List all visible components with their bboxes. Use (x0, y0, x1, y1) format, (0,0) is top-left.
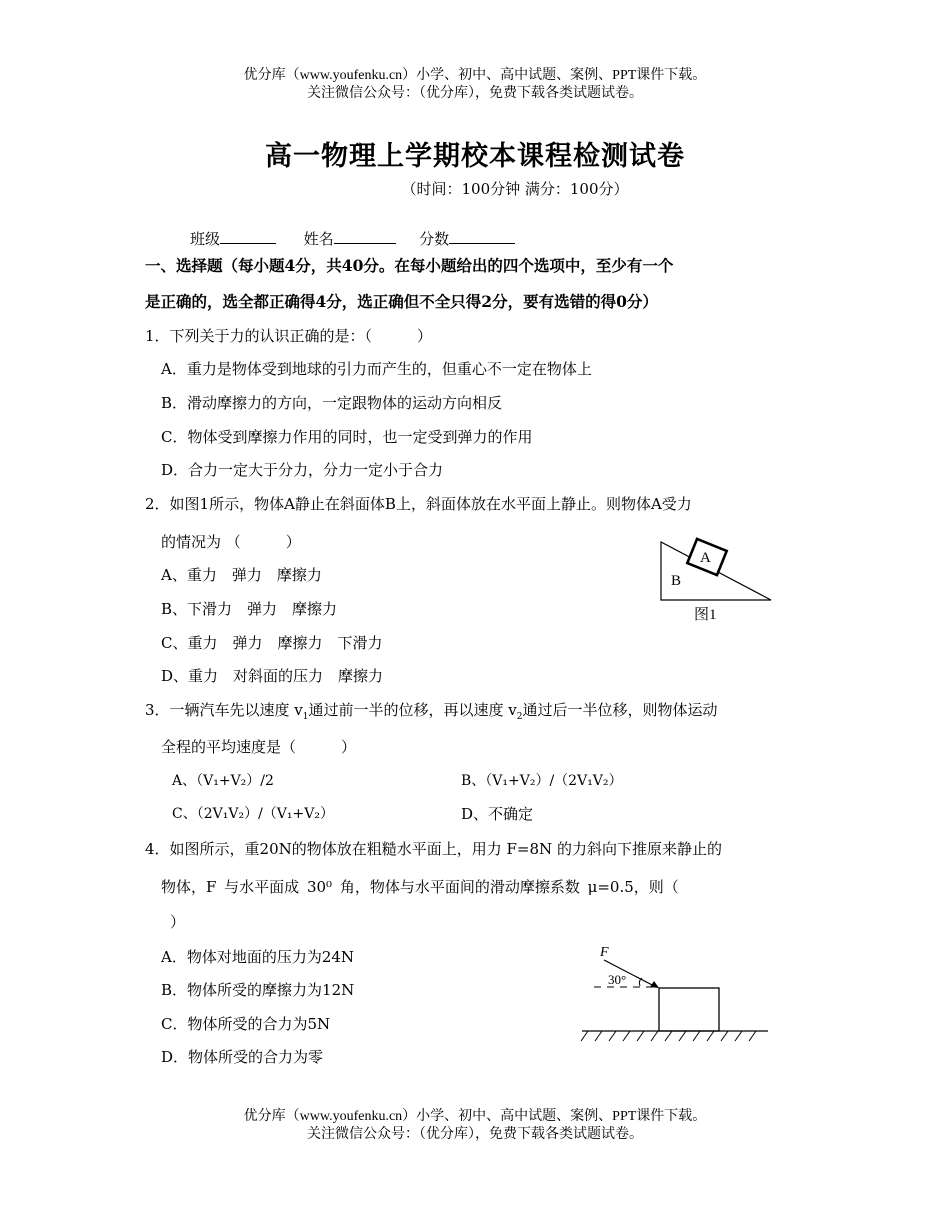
q3-stem-part-b: 通过前一半的位移，再以速度 v (308, 701, 517, 719)
page-title: 高一物理上学期校本课程检测试卷 (265, 141, 685, 172)
q4-stem-line-1: 4．如图所示，重20N的物体放在粗糙水平面上，用力 F=8N 的力斜向下推原来静止的 (145, 840, 722, 858)
q2-option-a: A、重力 弹力 摩擦力 (161, 566, 322, 584)
header-line-2: 关注微信公众号：（优分库），免费下载各类试题试卷。 (307, 86, 643, 101)
q3-stem-part-a: 3．一辆汽车先以速度 v (145, 701, 303, 719)
q4-option-a: A．物体对地面的压力为24N (161, 948, 355, 966)
q4-option-d: D．物体所受的合力为零 (161, 1048, 324, 1066)
name-blank (334, 229, 396, 244)
figure-1-incline (650, 535, 780, 627)
section-heading-line-1: 一、选择题（每小题4分，共40分。在每小题给出的四个选项中，至少有一个 (145, 256, 674, 275)
q4-option-c: C．物体所受的合力为5N (161, 1015, 331, 1033)
q3-sub-2: 2 (516, 712, 523, 722)
q1-option-d: D．合力一定大于分力，分力一定小于合力 (161, 461, 444, 479)
figure-2-force-block (578, 940, 773, 1045)
q3-stem-line-1 (145, 699, 718, 722)
score-label: 分数 (419, 230, 450, 248)
q1-stem: 1．下列关于力的认识正确的是：（ ） (145, 327, 433, 345)
q4-stem-line-2: 物体，F 与水平面成 30⁰ 角，物体与水平面间的滑动摩擦系数 μ=0.5，则（ (161, 878, 679, 896)
page-subtitle: （时间：100分钟 满分：100分） (401, 180, 629, 198)
score-blank (449, 229, 515, 244)
q3-stem-line-2: 全程的平均速度是（ ） (161, 738, 357, 756)
label-a: A (700, 550, 711, 566)
student-info-line (190, 228, 515, 249)
q1-option-a: A．重力是物体受到地球的引力而产生的，但重心不一定在物体上 (161, 360, 592, 378)
q2-option-c: C、重力 弹力 摩擦力 下滑力 (161, 634, 383, 652)
q3-option-b: B、（V₁+V₂）/（2V₁V₂） (461, 773, 623, 789)
q2-stem-line-2: 的情况为 （ ） (161, 533, 301, 551)
header-line-1: 优分库（www.youfenku.cn）小学、初中、高中试题、案例、PPT课件下载。 (243, 68, 707, 83)
q2-option-d: D、重力 对斜面的压力 摩擦力 (161, 667, 384, 685)
q3-option-d: D、不确定 (461, 805, 534, 823)
footer-line-2: 关注微信公众号：（优分库），免费下载各类试题试卷。 (307, 1127, 643, 1142)
figure-1-caption: 图1 (694, 607, 717, 623)
block (659, 988, 719, 1031)
q1-option-c: C．物体受到摩擦力作用的同时，也一定受到弹力的作用 (161, 428, 533, 446)
q3-option-c: C、（2V₁V₂）/（V₁+V₂） (172, 806, 334, 822)
q4-option-b: B．物体所受的摩擦力为12N (161, 981, 355, 999)
q3-option-a: A、（V₁+V₂）/2 (172, 773, 274, 789)
section-heading-line-2: 是正确的，选全都正确得4分，选正确但不全只得2分，要有选错的得0分） (145, 292, 658, 311)
class-blank (220, 229, 276, 244)
angle-label: 30° (608, 972, 627, 987)
q4-stem-line-3: ） (170, 913, 186, 931)
q2-stem-line-1: 2．如图1所示，物体A静止在斜面体B上，斜面体放在水平面上静止。则物体A受力 (145, 495, 692, 513)
ground-hatching (581, 1031, 756, 1041)
q1-option-b: B．滑动摩擦力的方向，一定跟物体的运动方向相反 (161, 394, 503, 412)
class-label: 班级 (190, 230, 221, 248)
label-b: B (671, 573, 682, 589)
q3-sub-1: 1 (302, 712, 309, 722)
q3-stem-part-c: 通过后一半位移，则物体运动 (522, 701, 718, 719)
q2-option-b: B、下滑力 弹力 摩擦力 (161, 600, 338, 618)
force-label: F (600, 945, 609, 960)
footer-line-1: 优分库（www.youfenku.cn）小学、初中、高中试题、案例、PPT课件下载。 (243, 1109, 707, 1124)
name-label: 姓名 (303, 230, 334, 248)
